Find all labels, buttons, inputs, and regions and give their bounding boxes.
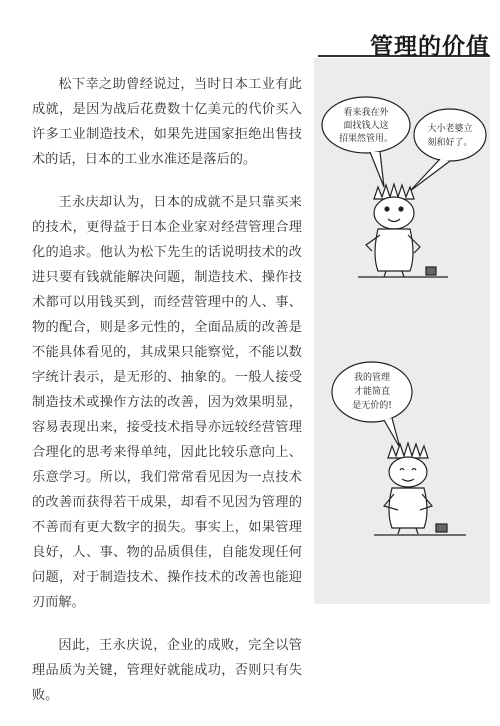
article-body — [32, 72, 302, 726]
bubble-left-line-2: 面找钱人这 — [343, 121, 389, 131]
bubble-line-2: 才能简直 — [353, 387, 391, 397]
king-figure — [358, 184, 448, 277]
cartoon-king-talking — [318, 95, 490, 280]
cartoon-king-proud — [318, 360, 490, 540]
paragraph-2: 王永庆却认为，日本的成就不是只靠买来的技术，更得益于日本企业家对经营管理合理化的追求。他认为松下先生的话说明技术的改进只要有钱就能解决问题，制造技术、操作技术都可以用钱买到，而经营管理中的人、事、物的配合，则是多元性的，全面品质的改善是不能具体看见的，其成果只能察觉，不能以数字统计表示，是无形的、抽象的。一般人接受制造技术或操作方法的改善，因为效果明显，容易表现出来，接受技术指导亦远较经营管理合理化的思考来得单纯，因此比较乐意向上、乐意学习。所以，我们常常看见因为一点技术的改善而获得若干成果，却看不见因为管理的不善而有更大数字的损失。事实上，如果管理良好，人、事、物的品质俱佳，自能发现任何问题，对于制造技术、操作技术的改善也能迎刃而解。 — [32, 195, 302, 610]
bubble-left-line-3: 招果然管用。 — [338, 134, 394, 144]
bubble-left-line-1: 看来我在外 — [343, 108, 389, 118]
paragraph-1: 松下幸之助曾经说过，当时日本工业有此成就，是因为战后花费数十亿美元的代价买入许多工业制造技术，如果先进国家拒绝出售技术的话，日本的工业水准还是落后的。 — [32, 77, 302, 167]
king-figure-2 — [374, 443, 466, 535]
speech-bubble-right — [414, 109, 486, 161]
page-title: 管理的价值 — [370, 34, 490, 60]
bubble-line-3: 是无价的! — [352, 401, 392, 411]
bubble-line-1: 我的管理 — [353, 373, 391, 383]
bubble-right-line-2: 刻和好了。 — [427, 138, 473, 148]
bubble-right-line-1: 大小老婆立 — [427, 124, 473, 134]
paragraph-3: 因此，王永庆说，企业的成败，完全以管理品质为关键，管理好就能成功，否则只有失败。 — [32, 638, 302, 703]
